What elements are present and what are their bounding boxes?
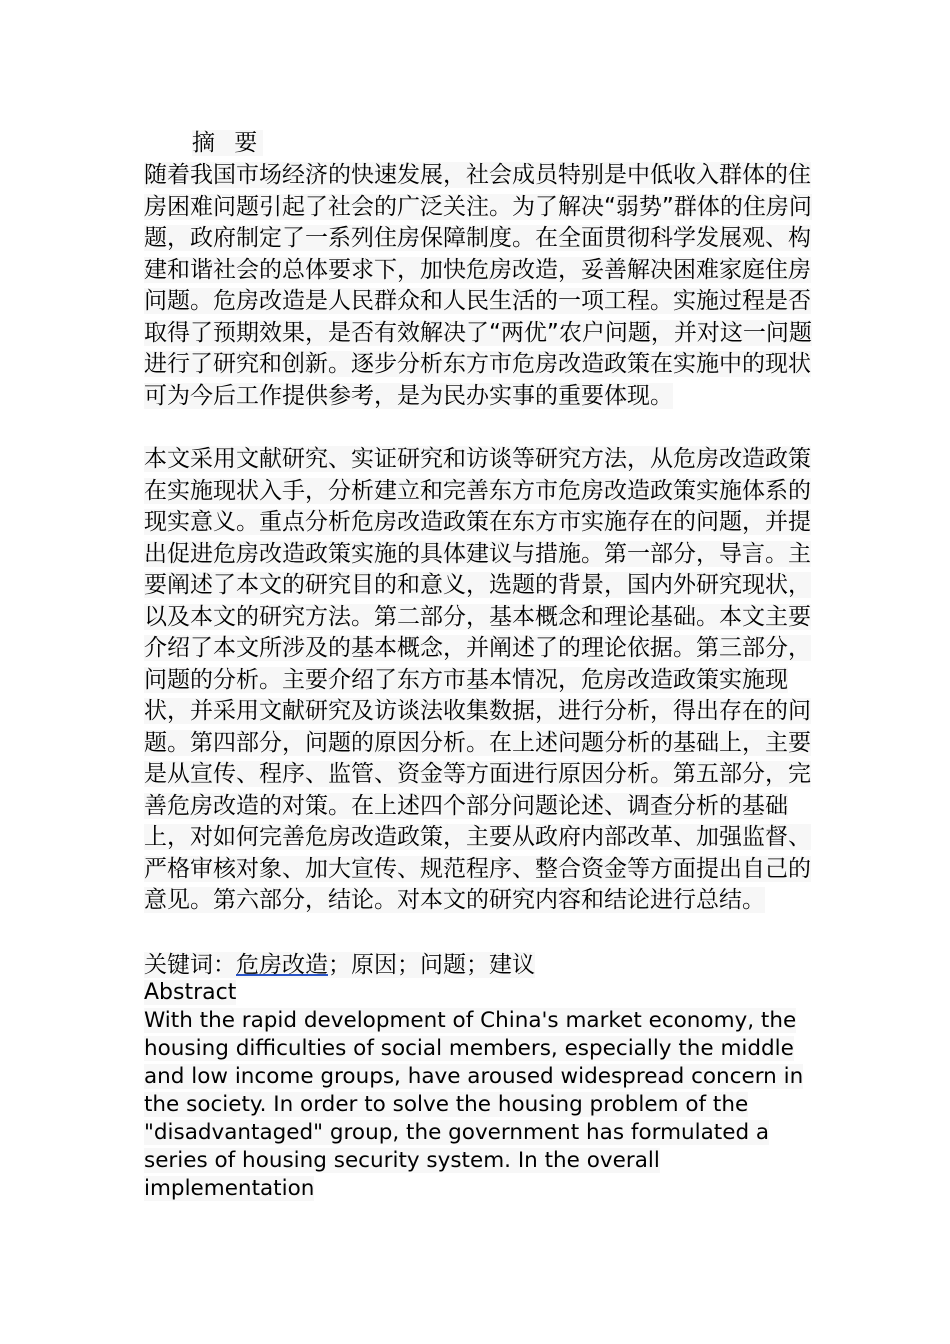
abstract-heading-cn bbox=[192, 128, 263, 158]
abstract-heading-en bbox=[144, 979, 236, 1007]
keywords-highlight bbox=[144, 952, 535, 978]
paragraph-2-text: 本文采用文献研究、实证研究和访谈等研究方法，从危房改造政策在实施现状入手，分析建立和完善东方市危房改造政策实施体系的现实意义。重点分析危房改造政策在东方市实施存在的问题，并提出促进危房改造政策实施的具体建议与措施。第一部分，导言。主要阐述了本文的研究目的和意义，选题的背景，国内外研究现状，以及本文的研究方法。第二部分，基本概念和理论基础。本文主要介绍了本文所涉及的基本概念，并阐述了的理论依据。第三部分，问题的分析。主要介绍了东方市基本情况，危房改造政策实施现状，并采用文献研究及访谈法收集数据，进行分析，得出存在的问题。第四部分，问题的原因分析。在上述问题分析的基础上，主要是从宣传、程序、监管、资金等方面进行原因分析。第五部分，完善危房改造的对策。在上述四个部分问题论述、调查分析的基础上，对如何完善危房改造政策，主要从政府内部改革、加强监督、严格审核对象、加大宣传、规范程序、整合资金等方面提出自己的意见。第六部分，结论。对本文的研究内容和结论进行总结。 bbox=[144, 446, 811, 913]
keywords-rest: ；原因；问题；建议 bbox=[328, 952, 535, 978]
abstract-paragraph-1-en bbox=[144, 1007, 824, 1203]
paragraph-en-text: With the rapid development of China's market economy, the housing difficulties of social members, especially the middle and low income groups, have aroused widespread concern in the society. In order to solve the housing problem of the "disadvantaged" group, the government has formulated a series of housing security system. In the overall implementation bbox=[144, 1008, 804, 1201]
keywords-label: 关键词： bbox=[144, 952, 236, 978]
abstract-paragraph-1-cn bbox=[144, 160, 816, 412]
keyword-first: 危房改造 bbox=[236, 952, 328, 978]
abstract-heading-en-text: Abstract bbox=[144, 980, 237, 1005]
paragraph-1-text: 随着我国市场经济的快速发展，社会成员特别是中低收入群体的住房困难问题引起了社会的广泛关注。为了解决“弱势”群体的住房问题，政府制定了一系列住房保障制度。在全面贯彻科学发展观、构建和谐社会的总体要求下，加快危房改造，妥善解决困难家庭住房问题。危房改造是人民群众和人民生活的一项工程。实施过程是否取得了预期效果，是否有效解决了“两优”农户问题，并对这一问题进行了研究和创新。逐步分析东方市危房改造政策在实施中的现状可为今后工作提供参考，是为民办实事的重要体现。 bbox=[144, 162, 812, 409]
keywords-line bbox=[144, 950, 535, 980]
abstract-heading-text: 摘 要 bbox=[192, 130, 264, 156]
abstract-paragraph-2-cn bbox=[144, 444, 816, 917]
